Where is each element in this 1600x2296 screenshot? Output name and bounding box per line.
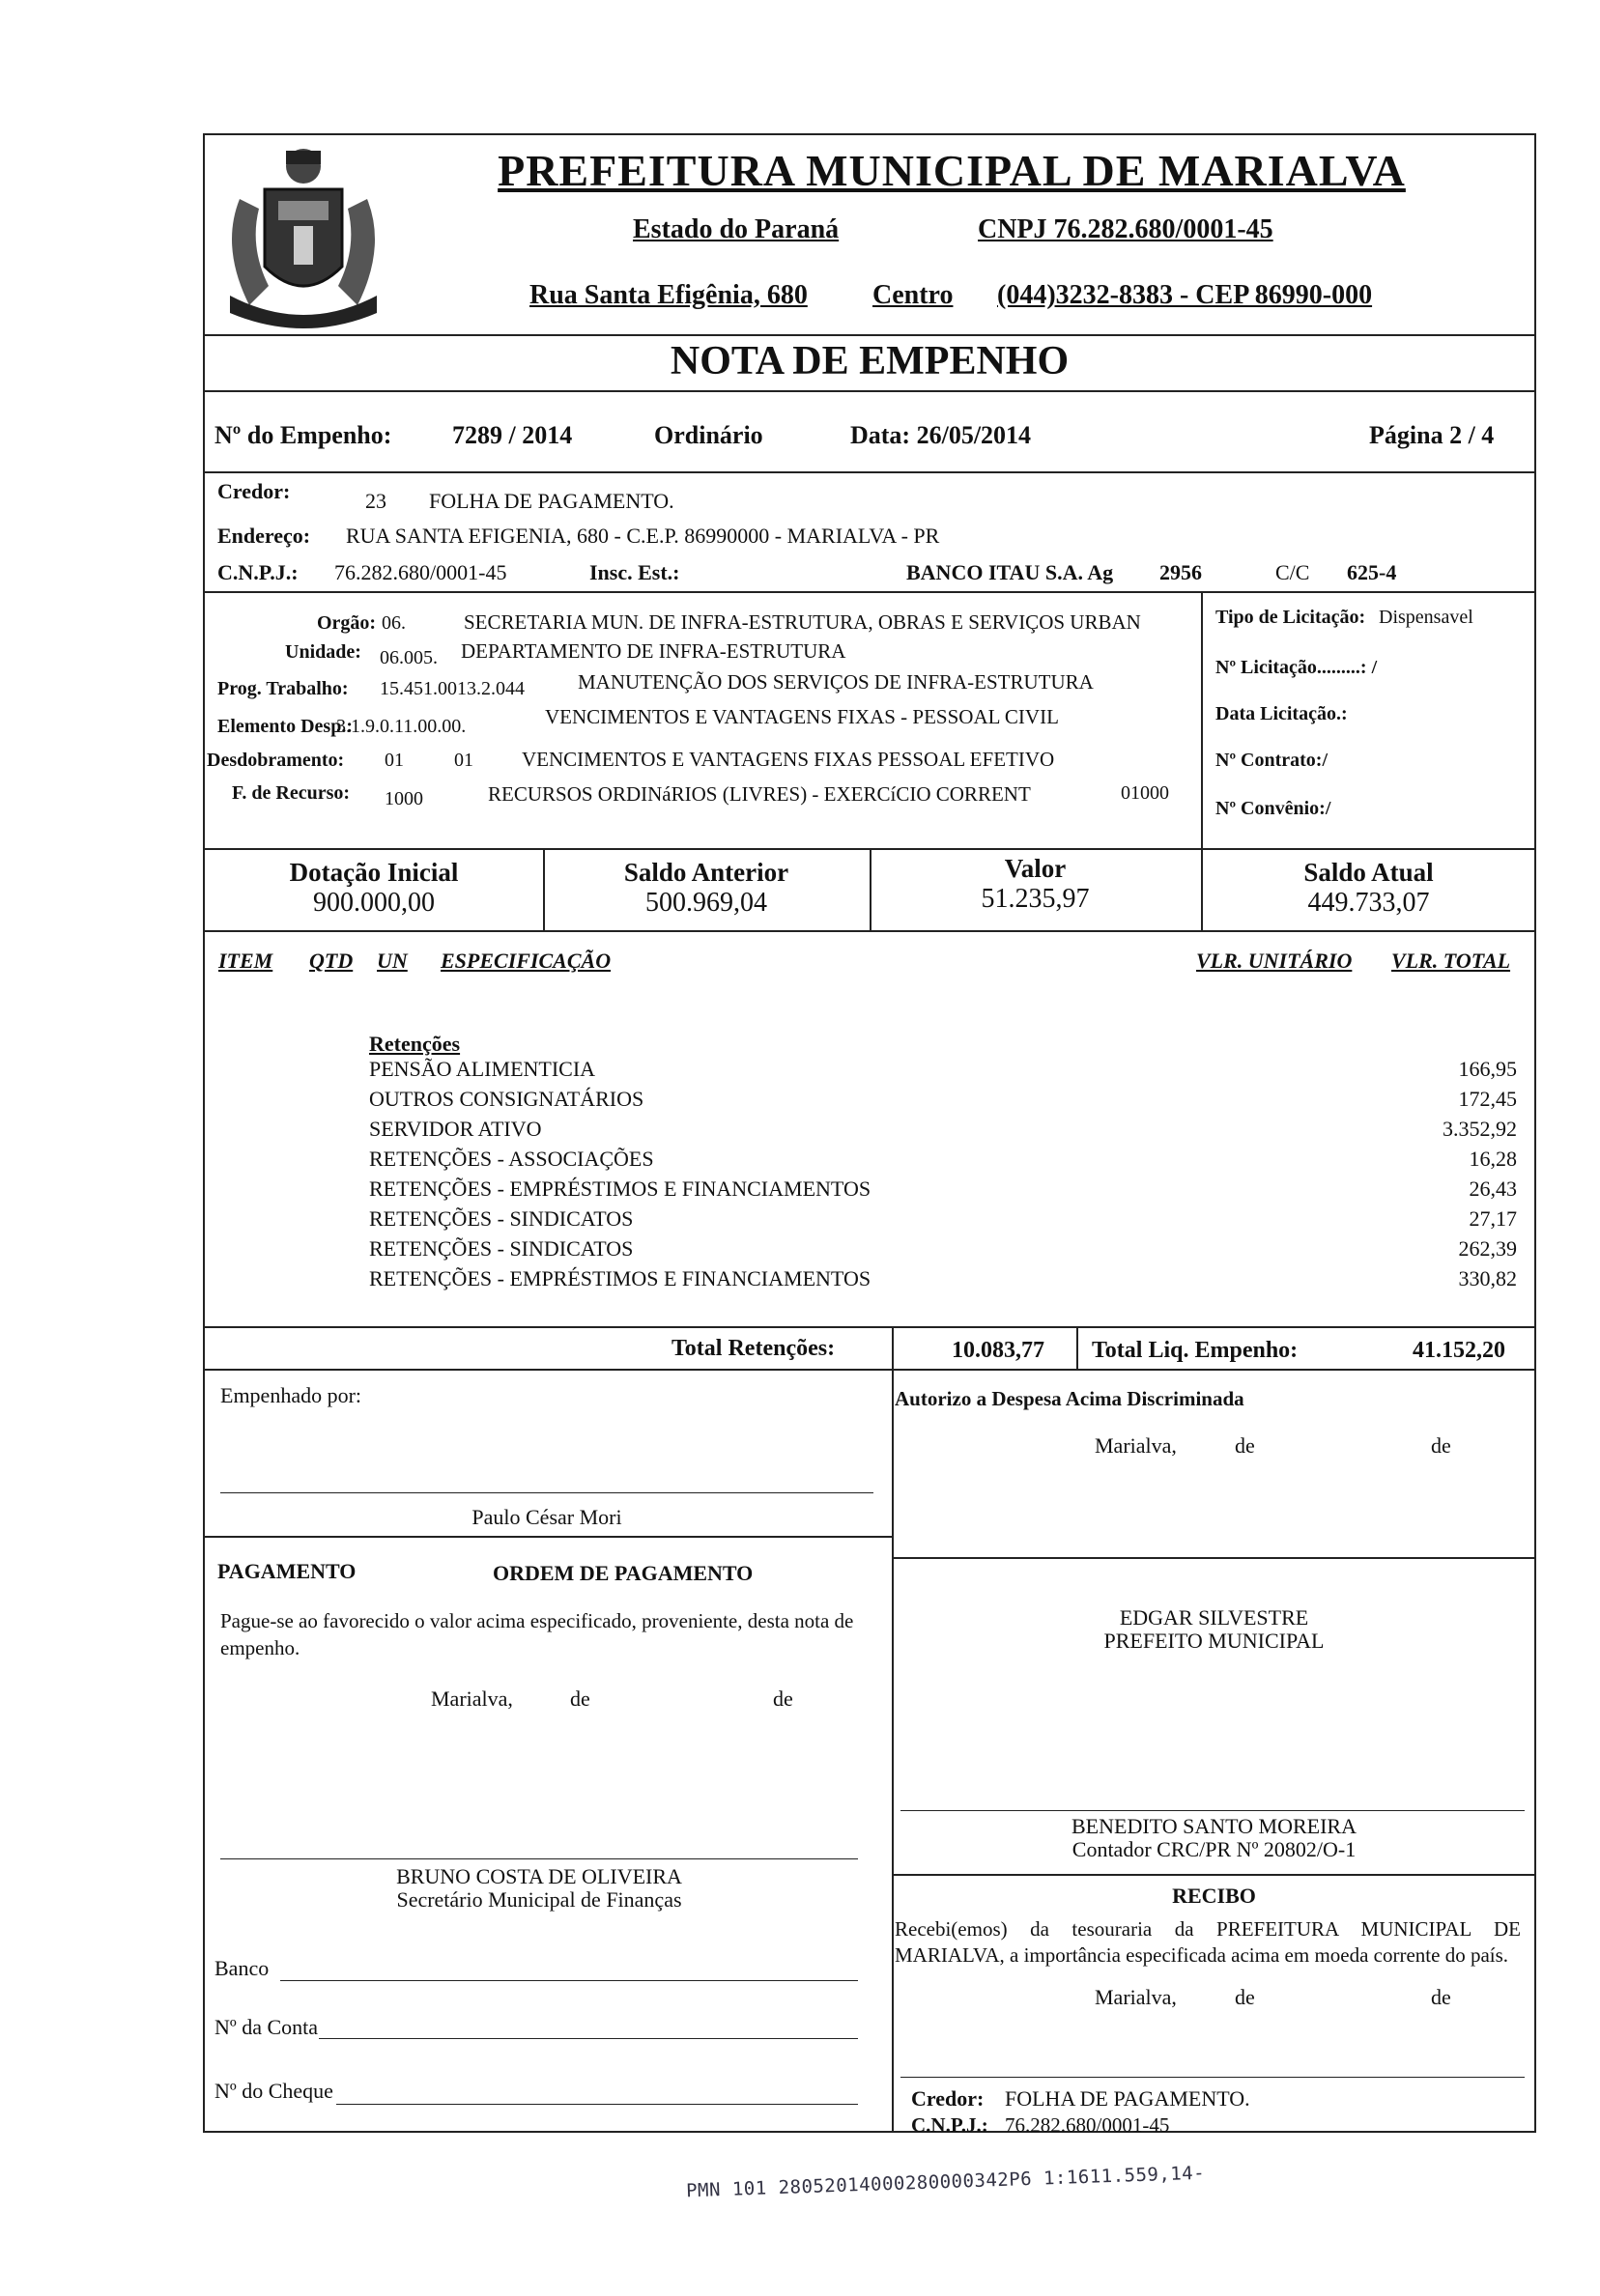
cc-number: 625-4: [1347, 560, 1397, 584]
col-total-value: VLR. TOTAL: [1391, 949, 1511, 973]
empenho-type: Ordinário: [654, 421, 763, 449]
balance-value: 900.000,00: [313, 888, 435, 918]
unidade-code: 06.005.: [380, 647, 438, 668]
elemento-label: Elemento Desp.:: [217, 716, 353, 737]
pague-se-text: Pague-se ao favorecido o valor acima especificado, proveniente, desta nota de empenho.: [220, 1609, 854, 1659]
header-cnpj: CNPJ 76.282.680/0001-45: [978, 214, 1273, 244]
divider-header: [203, 334, 1536, 336]
footer-credor-name: FOLHA DE PAGAMENTO.: [1005, 2086, 1250, 2111]
desdobramento-name: VENCIMENTOS E VANTAGENS FIXAS PESSOAL EFETIVO: [522, 748, 1055, 771]
conta-line: [319, 2038, 858, 2039]
recurso-name: RECURSOS ORDINáRIOS (LIVRES) - EXERCíCIO CORRENT: [488, 782, 1031, 806]
col-qtd: QTD: [309, 949, 354, 973]
balance-saldo-atual: [1201, 858, 1536, 919]
signature-line-secretario: [220, 1858, 858, 1859]
pagamento-city: Marialva,: [431, 1687, 513, 1711]
header-address: Rua Santa Efigênia, 680: [529, 280, 808, 310]
seal-text: MARIALVA: [274, 298, 332, 312]
balance-value: 449.733,07: [1307, 888, 1430, 918]
address-label: Endereço:: [217, 524, 311, 548]
city-seal: [211, 141, 396, 334]
list-item: RETENÇÕES - ASSOCIAÇÕES 16,28: [369, 1147, 1517, 1171]
list-item: SERVIDOR ATIVO 3.352,92: [369, 1117, 1517, 1141]
cnpj-label: C.N.P.J.:: [217, 560, 299, 584]
balance-value: 51.235,97: [981, 884, 1090, 914]
contador-name: BENEDITO SANTO MOREIRA: [1071, 1814, 1357, 1838]
recibo-city: Marialva,: [1095, 1985, 1177, 2009]
licitacao-type: Dispensavel: [1379, 607, 1473, 628]
col-un: UN: [377, 949, 408, 973]
bank-agency: 2956: [1159, 560, 1202, 584]
conta-label: Nº da Conta: [214, 2015, 319, 2039]
header-district: Centro: [872, 280, 954, 310]
col-item: ITEM: [218, 949, 273, 973]
signature-line-empenhado: [220, 1492, 873, 1493]
divider-recibo: [892, 1874, 1536, 1876]
signature-line-recibo: [900, 2077, 1525, 2078]
credor-name: FOLHA DE PAGAMENTO.: [429, 489, 674, 513]
divider-empenho: [203, 471, 1536, 473]
divider-autorizo: [892, 1557, 1536, 1559]
credor-cnpj: 76.282.680/0001-45: [334, 560, 507, 584]
total-retencoes-label: Total Retenções:: [671, 1336, 836, 1361]
balance-valor: [870, 854, 1201, 915]
list-item: RETENÇÕES - SINDICATOS 262,39: [369, 1236, 1517, 1261]
list-item: RETENÇÕES - SINDICATOS 27,17: [369, 1206, 1517, 1231]
pagamento-title: PAGAMENTO: [217, 1559, 357, 1583]
autorizo-city: Marialva,: [1095, 1433, 1177, 1458]
recurso-label: F. de Recurso:: [232, 782, 351, 804]
state-name: Estado do Paraná: [633, 214, 840, 244]
bank-name: BANCO ITAU S.A. Ag: [906, 560, 1114, 584]
list-item: PENSÃO ALIMENTICIA 166,95: [369, 1057, 1517, 1081]
convenio-number: Nº Convênio:/: [1215, 798, 1331, 819]
elemento-name: VENCIMENTOS E VANTAGENS FIXAS - PESSOAL CIVIL: [545, 705, 1059, 728]
divider-totals-bottom: [203, 1369, 1536, 1371]
ordem-pagamento-title: ORDEM DE PAGAMENTO: [493, 1561, 754, 1585]
secretario-name: BRUNO COSTA DE OLIVEIRA: [396, 1864, 682, 1888]
divider-licitacao: [1201, 591, 1203, 848]
unidade-label: Unidade:: [285, 641, 361, 663]
list-item: OUTROS CONSIGNATÁRIOS 172,45: [369, 1087, 1517, 1111]
empenhado-name: Paulo César Mori: [471, 1505, 622, 1529]
autorizo-de-2: de: [1431, 1433, 1451, 1458]
municipality-title: PREFEITURA MUNICIPAL DE MARIALVA: [498, 146, 1406, 195]
empenho-number-label: Nº do Empenho:: [214, 421, 392, 449]
cheque-line: [336, 2104, 858, 2105]
recibo-title: RECIBO: [1172, 1884, 1256, 1908]
divider-totals-top: [203, 1326, 1536, 1328]
banco-label: Banco: [214, 1956, 270, 1980]
orgao-label: Orgão:: [317, 612, 377, 634]
balance-label: Saldo Anterior: [623, 858, 789, 887]
divider-signatures: [892, 1369, 894, 2133]
recurso-extra: 01000: [1121, 782, 1169, 804]
header-phone-cep: (044)3232-8383 - CEP 86990-000: [997, 280, 1373, 310]
signature-line-contador: [900, 1810, 1525, 1811]
prefeito-title: PREFEITO MUNICIPAL: [1103, 1629, 1325, 1653]
credor-label: Credor:: [217, 479, 291, 503]
prefeito-name: EDGAR SILVESTRE: [1119, 1605, 1309, 1630]
pagamento-de-1: de: [570, 1687, 590, 1711]
totals-divider-2: [1076, 1326, 1078, 1369]
licitacao-number: Nº Licitação.........: /: [1215, 657, 1378, 678]
credor-address: RUA SANTA EFIGENIA, 680 - C.E.P. 86990000 - MARIALVA - PR: [346, 524, 940, 548]
recibo-de-2: de: [1431, 1985, 1451, 2009]
contrato-number: Nº Contrato:/: [1215, 750, 1329, 771]
total-retencoes-value: 10.083,77: [952, 1338, 1044, 1363]
balance-dotacao: [205, 858, 543, 919]
total-liquido-value: 41.152,20: [1413, 1338, 1505, 1363]
total-liquido-label: Total Liq. Empenho:: [1092, 1338, 1299, 1363]
list-item: RETENÇÕES - EMPRÉSTIMOS E FINANCIAMENTOS 330,82: [369, 1266, 1517, 1290]
orgao-name: SECRETARIA MUN. DE INFRA-ESTRUTURA, OBRAS E SERVIÇOS URBAN: [464, 610, 1141, 634]
balance-label: Valor: [1004, 854, 1067, 883]
empenho-number: 7289 / 2014: [452, 421, 573, 449]
autorizo-text: Autorizo a Despesa Acima Discriminada: [895, 1387, 1244, 1410]
autorizo-de-1: de: [1235, 1433, 1255, 1458]
prog-name: MANUTENÇÃO DOS SERVIÇOS DE INFRA-ESTRUTURA: [578, 670, 1094, 694]
credor-code: 23: [365, 489, 386, 513]
empenho-date: Data: 26/05/2014: [850, 421, 1032, 449]
totals-divider-1: [892, 1326, 894, 1369]
contador-title: Contador CRC/PR Nº 20802/O-1: [1071, 1837, 1357, 1861]
pagamento-de-2: de: [773, 1687, 793, 1711]
prog-code: 15.451.0013.2.044: [380, 678, 525, 699]
divider-credor: [203, 591, 1536, 593]
divider-balances: [203, 930, 1536, 932]
recurso-code: 1000: [385, 788, 423, 809]
recibo-de-1: de: [1235, 1985, 1255, 2009]
licitacao-date: Data Licitação.:: [1215, 703, 1348, 724]
prog-label: Prog. Trabalho:: [217, 678, 349, 699]
banco-line: [280, 1980, 858, 1981]
balance-label: Saldo Atual: [1303, 858, 1434, 887]
retencoes-title: Retenções: [369, 1032, 461, 1056]
retencoes-list: [369, 1057, 1517, 1296]
footer-code: PMN 101 28052014000280000342P6 1:1611.559,14-: [685, 2162, 1206, 2202]
orgao-code: 06.: [382, 612, 406, 634]
col-unit-value: VLR. UNITÁRIO: [1196, 949, 1353, 973]
doc-title: NOTA DE EMPENHO: [670, 339, 1070, 383]
col-especificacao: ESPECIFICAÇÃO: [441, 949, 612, 973]
balance-saldo-anterior: [543, 858, 870, 919]
balance-label: Dotação Inicial: [289, 858, 459, 887]
secretario-title: Secretário Municipal de Finanças: [396, 1887, 682, 1912]
divider-title: [203, 390, 1536, 392]
divider-pagamento: [203, 1536, 892, 1538]
elemento-code: 3.1.9.0.11.00.00.: [336, 716, 467, 737]
recibo-text: Recebi(emos) da tesouraria da PREFEITURA MUNICIPAL DE MARIALVA, a importância especificada acima em moeda corrente do país.: [895, 1917, 1521, 1967]
cheque-label: Nº do Cheque: [214, 2079, 333, 2103]
footer-cnpj-label: C.N.P.J.:: [911, 2113, 988, 2137]
empenhado-label: Empenhado por:: [220, 1383, 362, 1407]
desdobramento-label: Desdobramento:: [207, 750, 345, 771]
footer-credor-label: Credor:: [911, 2086, 985, 2111]
footer-cnpj: 76.282.680/0001-45: [1005, 2113, 1170, 2137]
unidade-name: DEPARTAMENTO DE INFRA-ESTRUTURA: [461, 639, 846, 663]
licitacao-type-label: Tipo de Licitação:: [1215, 607, 1366, 628]
list-item: RETENÇÕES - EMPRÉSTIMOS E FINANCIAMENTOS 26,43: [369, 1176, 1517, 1201]
desdobramento-code-2: 01: [454, 750, 473, 771]
desdobramento-code-1: 01: [385, 750, 404, 771]
insc-label: Insc. Est.:: [589, 560, 680, 584]
balance-value: 500.969,04: [645, 888, 767, 918]
cc-label: C/C: [1275, 560, 1310, 584]
page-indicator: Página 2 / 4: [1369, 421, 1495, 449]
